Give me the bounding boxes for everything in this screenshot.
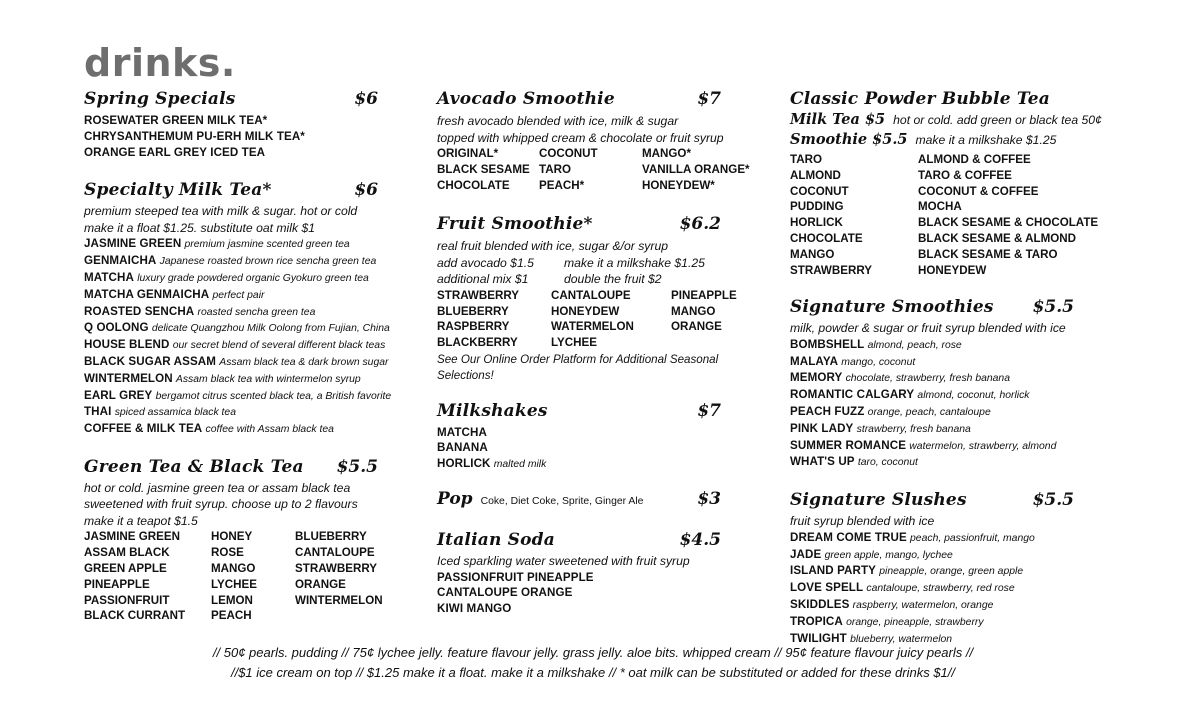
list-item <box>437 440 757 456</box>
section-description: premium steeped tea with milk & sugar. hot or cold <box>84 204 358 219</box>
flavour-item: HONEYDEW <box>551 304 620 318</box>
drink-name: SKIDDLES <box>790 597 850 611</box>
section-title: Green Tea & Black Tea <box>84 456 304 477</box>
flavour-item: PINEAPPLE <box>671 288 737 302</box>
flavour-item: BLACK SESAME <box>437 162 530 176</box>
section-price: $3 <box>697 489 721 510</box>
drink-note: spiced assamica black tea <box>114 407 236 419</box>
drink-name: WINTERMELON <box>84 371 173 385</box>
flavour-item: BLACK SESAME & ALMOND <box>918 231 1077 245</box>
flavour-item: LYCHEE <box>551 336 597 350</box>
drink-list <box>437 425 757 473</box>
section-price: $6 <box>354 180 378 201</box>
flavour-item: ALMOND <box>790 168 841 182</box>
drink-name: DREAM COME TRUE <box>790 530 907 544</box>
list-item: PASSIONFRUIT PINEAPPLE <box>437 570 594 584</box>
flavour-item: ORIGINAL* <box>437 147 499 160</box>
section-title: Specialty Milk Tea* <box>84 180 272 201</box>
drink-note: blueberry, watermelon <box>850 633 953 645</box>
flavour-item: COCONUT <box>790 184 849 198</box>
sub-description: make it a milkshake $1.25 <box>915 133 1057 147</box>
flavour-item <box>671 335 771 351</box>
footer-line: //$1 ice cream on top // $1.25 make it a float. make it a milkshake // * oat milk can be substituted or added for these drinks $1// <box>230 665 956 680</box>
flavour-item: MANGO <box>790 247 835 261</box>
drink-name: ISLAND PARTY <box>790 564 877 578</box>
section-description: fresh avocado blended with ice, milk & sugar <box>437 114 679 128</box>
seasonal-note: Selections! <box>437 368 494 382</box>
drink-name: WHAT'S UP <box>790 455 855 469</box>
list-item <box>84 421 414 438</box>
drink-name: BOMBSHELL <box>790 337 865 351</box>
list-item <box>84 371 414 388</box>
section-title: Avocado Smoothie <box>437 89 615 109</box>
section-header <box>790 296 1110 318</box>
drink-list <box>790 337 1110 471</box>
flavour-item: CANTALOUPE <box>551 288 631 302</box>
list-item <box>790 597 1110 614</box>
flavour-item: ALMOND & COFFEE <box>918 153 1031 166</box>
drink-name: LOVE SPELL <box>790 581 864 595</box>
drink-name: Q OOLONG <box>84 321 149 335</box>
section-header <box>437 88 757 110</box>
section-price: $6.2 <box>679 214 721 235</box>
drink-name: HORLICK <box>437 457 491 471</box>
flavour-item: STRAWBERRY <box>790 263 873 277</box>
section-title: Signature Slushes <box>790 490 967 511</box>
options-row <box>437 255 757 272</box>
section-description: Iced sparkling water sweetened with fruit syrup <box>437 554 690 569</box>
flavour-item: STRAWBERRY <box>295 562 378 576</box>
list-item <box>84 354 414 371</box>
section-description: hot or cold. jasmine green tea or assam black tea <box>84 480 351 495</box>
drink-name: THAI <box>84 405 112 419</box>
section-title: Fruit Smoothie* <box>437 214 593 235</box>
drink-note: green apple, mango, lychee <box>824 549 953 561</box>
flavour-grid <box>84 529 414 624</box>
drink-note: premium jasmine scented green tea <box>184 239 350 251</box>
section-description: sweetened with fruit syrup. choose up to 2 flavours <box>84 497 358 512</box>
drink-note: Assam black tea & dark brown sugar <box>219 356 389 368</box>
drink-name: MALAYA <box>790 354 839 368</box>
section-description: real fruit blended with ice, sugar &/or syrup <box>437 239 668 254</box>
drink-note: strawberry, fresh banana <box>856 423 971 435</box>
section-price: $7 <box>697 400 721 421</box>
flavour-item: HONEYDEW <box>918 263 987 277</box>
drink-name: MATCHA <box>437 425 487 439</box>
flavour-item: BLACK SESAME & TARO <box>918 247 1058 261</box>
flavour-grid <box>790 152 1110 278</box>
flavour-item: VANILLA ORANGE* <box>642 162 750 176</box>
drink-note: roasted sencha green tea <box>197 306 316 318</box>
section-description: Coke, Diet Coke, Sprite, Ginger Ale <box>480 496 644 508</box>
drink-note: delicate Quangzhou Milk Oolong from Fujian, China <box>151 323 390 335</box>
pop-section <box>437 489 757 509</box>
drink-list <box>790 530 1110 648</box>
flavour-item: BLUEBERRY <box>295 530 367 544</box>
drink-name: MATCHA <box>84 270 134 284</box>
list-item <box>84 337 414 354</box>
list-item: CANTALOUPE ORANGE <box>437 586 573 600</box>
drink-name: ROMANTIC CALGARY <box>790 388 915 402</box>
section-title: Signature Smoothies <box>790 297 994 318</box>
section-header <box>437 489 757 509</box>
list-item <box>790 454 1110 471</box>
section-header <box>84 88 414 110</box>
drink-name: PINK LADY <box>790 421 854 435</box>
flavour-item: BLACK SESAME & CHOCOLATE <box>918 216 1099 230</box>
drink-note: luxury grade powdered organic Gyokuro green tea <box>137 272 369 284</box>
flavour-item: PUDDING <box>790 200 844 214</box>
list-item <box>790 580 1110 597</box>
section-description: fruit syrup blended with ice <box>790 514 935 529</box>
list-item <box>790 547 1110 564</box>
flavour-item: BLACK CURRANT <box>84 609 186 623</box>
list-item <box>84 320 414 337</box>
list-item: ROSEWATER GREEN MILK TEA* <box>84 114 268 127</box>
drink-list <box>84 113 414 160</box>
drink-note: coffee with Assam black tea <box>205 424 334 436</box>
footer-notes <box>0 643 1186 683</box>
flavour-item: MANGO <box>211 562 256 576</box>
list-item <box>790 421 1110 438</box>
drink-name: JADE <box>790 547 822 561</box>
drink-list <box>84 236 414 438</box>
drink-note: watermelon, strawberry, almond <box>909 440 1057 452</box>
spring-specials-section <box>84 88 414 160</box>
drink-name: JASMINE GREEN <box>84 237 182 251</box>
drink-note: bergamot citrus scented black tea, a British favorite <box>155 390 392 402</box>
flavour-item: HORLICK <box>790 216 843 230</box>
green-black-tea-section <box>84 456 414 624</box>
drink-note: taro, coconut <box>857 457 918 469</box>
section-title: Pop <box>437 489 473 510</box>
flavour-item: HONEY <box>211 530 253 544</box>
section-description: make it a teapot $1.5 <box>84 513 198 528</box>
list-item <box>84 388 414 405</box>
flavour-item: TARO <box>790 153 822 166</box>
list-item <box>84 236 414 253</box>
flavour-item: MOCHA <box>918 200 962 214</box>
flavour-item: STRAWBERRY <box>437 288 520 302</box>
flavour-item: COCONUT <box>539 147 598 160</box>
drink-note: Japanese roasted brown rice sencha green tea <box>159 256 377 268</box>
flavour-item: MANGO* <box>642 147 691 160</box>
milk-tea-row <box>790 110 1110 130</box>
list-item <box>790 563 1110 580</box>
section-price: $5.5 <box>1032 297 1074 318</box>
menu-column-left <box>84 88 414 624</box>
section-title: Classic Powder Bubble Tea <box>790 89 1050 109</box>
options-row <box>437 271 757 288</box>
avocado-smoothie-section <box>437 88 757 193</box>
option-text: additional mix $1 <box>437 272 529 287</box>
list-item <box>790 404 1110 421</box>
drink-note: malted milk <box>493 459 547 471</box>
flavour-item: WATERMELON <box>551 320 634 334</box>
section-header <box>84 456 414 478</box>
drink-note: peach, passionfruit, mango <box>910 532 1035 544</box>
flavour-item: PASSIONFRUIT <box>84 593 170 607</box>
section-header <box>437 529 757 551</box>
section-header <box>437 213 757 235</box>
section-price: $4.5 <box>679 530 721 551</box>
list-item <box>84 404 414 421</box>
specialty-milk-tea-section <box>84 179 414 438</box>
flavour-item: MANGO <box>671 304 716 318</box>
option-text: add avocado $1.5 <box>437 255 534 270</box>
flavour-item: CHOCOLATE <box>437 178 510 192</box>
drink-name: BLACK SUGAR ASSAM <box>84 354 217 368</box>
flavour-item: LEMON <box>211 593 253 607</box>
list-item: KIWI MANGO <box>437 602 512 616</box>
flavour-grid <box>437 288 757 351</box>
drink-name: HOUSE BLEND <box>84 338 170 352</box>
flavour-item: WINTERMELON <box>295 593 383 607</box>
signature-smoothies-section <box>790 296 1110 471</box>
list-item <box>84 287 414 304</box>
section-price: $5.5 <box>336 456 378 477</box>
drink-note: Assam black tea with wintermelon syrup <box>175 373 361 385</box>
milkshakes-section <box>437 400 757 473</box>
flavour-grid <box>437 146 757 193</box>
drink-name: TWILIGHT <box>790 631 847 645</box>
section-header <box>437 400 757 422</box>
signature-slushes-section <box>790 489 1110 647</box>
italian-soda-section <box>437 529 757 617</box>
list-item <box>84 304 414 321</box>
menu-column-right <box>790 88 1110 647</box>
drink-note: pineapple, orange, green apple <box>879 566 1024 578</box>
flavour-item: TARO <box>539 162 571 176</box>
list-item <box>790 387 1110 404</box>
drink-name: PEACH FUZZ <box>790 405 865 419</box>
section-header <box>790 489 1110 511</box>
flavour-item: PEACH <box>211 609 252 623</box>
section-description: milk, powder & sugar or fruit syrup blended with ice <box>790 321 1066 336</box>
drink-name: ROASTED SENCHA <box>84 304 195 318</box>
flavour-item: ORANGE <box>671 320 722 334</box>
flavour-item: ASSAM BLACK <box>84 546 170 560</box>
section-description: topped with whipped cream & chocolate or fruit syrup <box>437 130 724 145</box>
drink-name: SUMMER ROMANCE <box>790 438 907 452</box>
page-title: drinks. <box>84 41 236 85</box>
drink-note: orange, peach, cantaloupe <box>867 407 991 419</box>
fruit-smoothie-section <box>437 213 757 383</box>
section-title: Milkshakes <box>437 400 548 421</box>
drink-name: MEMORY <box>790 371 843 385</box>
flavour-item: LYCHEE <box>211 577 257 591</box>
drink-name: GENMAICHA <box>84 254 157 268</box>
drink-note: almond, coconut, horlick <box>917 390 1030 402</box>
flavour-item: CHOCOLATE <box>790 231 863 245</box>
drink-name: MATCHA GENMAICHA <box>84 287 210 301</box>
drink-note: almond, peach, rose <box>867 339 962 351</box>
sub-label: Milk Tea $5 <box>790 111 886 128</box>
flavour-item: BLUEBERRY <box>437 304 509 318</box>
list-item <box>437 456 757 473</box>
drink-name: EARL GREY <box>84 388 153 402</box>
section-title: Italian Soda <box>437 530 555 551</box>
drink-note: mango, coconut <box>841 356 916 368</box>
flavour-item: GREEN APPLE <box>84 562 167 576</box>
list-item: ORANGE EARL GREY ICED TEA <box>84 145 266 159</box>
list-item <box>84 253 414 270</box>
drink-note: orange, pineapple, strawberry <box>846 616 984 628</box>
option-text: make it a milkshake $1.25 <box>564 255 705 270</box>
flavour-item: RASPBERRY <box>437 320 510 334</box>
section-header <box>84 179 414 201</box>
flavour-item <box>295 608 415 624</box>
drink-name: COFFEE & MILK TEA <box>84 422 203 436</box>
list-item <box>790 530 1110 547</box>
flavour-item: BLACKBERRY <box>437 336 518 350</box>
flavour-item: PEACH* <box>539 178 585 192</box>
flavour-item: ROSE <box>211 546 244 560</box>
drink-note: perfect pair <box>212 289 265 301</box>
sub-label: Smoothie $5.5 <box>790 131 908 148</box>
section-price: $7 <box>697 89 721 109</box>
list-item <box>790 337 1110 354</box>
section-header <box>790 88 1110 110</box>
sub-description: hot or cold. add green or black tea 50¢ <box>893 113 1102 127</box>
flavour-item: HONEYDEW* <box>642 178 715 192</box>
menu-column-middle <box>437 88 757 617</box>
section-title: Spring Specials <box>84 89 236 109</box>
drink-name: TROPICA <box>790 614 843 628</box>
list-item <box>84 270 414 287</box>
flavour-item: CANTALOUPE <box>295 546 375 560</box>
section-price: $5.5 <box>1032 490 1074 511</box>
drink-note: our secret blend of several different black teas <box>172 340 386 352</box>
drink-name: BANANA <box>437 441 488 455</box>
flavour-item: ORANGE <box>295 577 346 591</box>
section-price: $6 <box>354 89 378 109</box>
list-item <box>790 438 1110 455</box>
list-item: CHRYSANTHEMUM PU-ERH MILK TEA* <box>84 129 305 143</box>
drink-note: raspberry, watermelon, orange <box>852 599 994 611</box>
drink-note: chocolate, strawberry, fresh banana <box>845 373 1010 385</box>
list-item <box>790 614 1110 631</box>
list-item <box>790 370 1110 387</box>
list-item <box>790 354 1110 371</box>
seasonal-note: See Our Online Order Platform for Additional Seasonal <box>437 353 719 367</box>
option-text: double the fruit $2 <box>564 272 662 287</box>
list-item <box>437 425 757 441</box>
smoothie-row <box>790 130 1110 150</box>
flavour-item: PINEAPPLE <box>84 577 150 591</box>
drink-note: cantaloupe, strawberry, red rose <box>866 583 1015 595</box>
flavour-item: JASMINE GREEN <box>84 530 180 544</box>
flavour-item: COCONUT & COFFEE <box>918 184 1039 198</box>
footer-line: // 50¢ pearls. pudding // 75¢ lychee jelly. feature flavour jelly. grass jelly. aloe bits. whipped cream // 95¢ feature flavour juicy pearls // <box>212 645 974 660</box>
section-description: make it a float $1.25. substitute oat milk $1 <box>84 220 316 235</box>
flavour-item: TARO & COFFEE <box>918 168 1012 182</box>
classic-bubble-tea-section <box>790 88 1110 278</box>
